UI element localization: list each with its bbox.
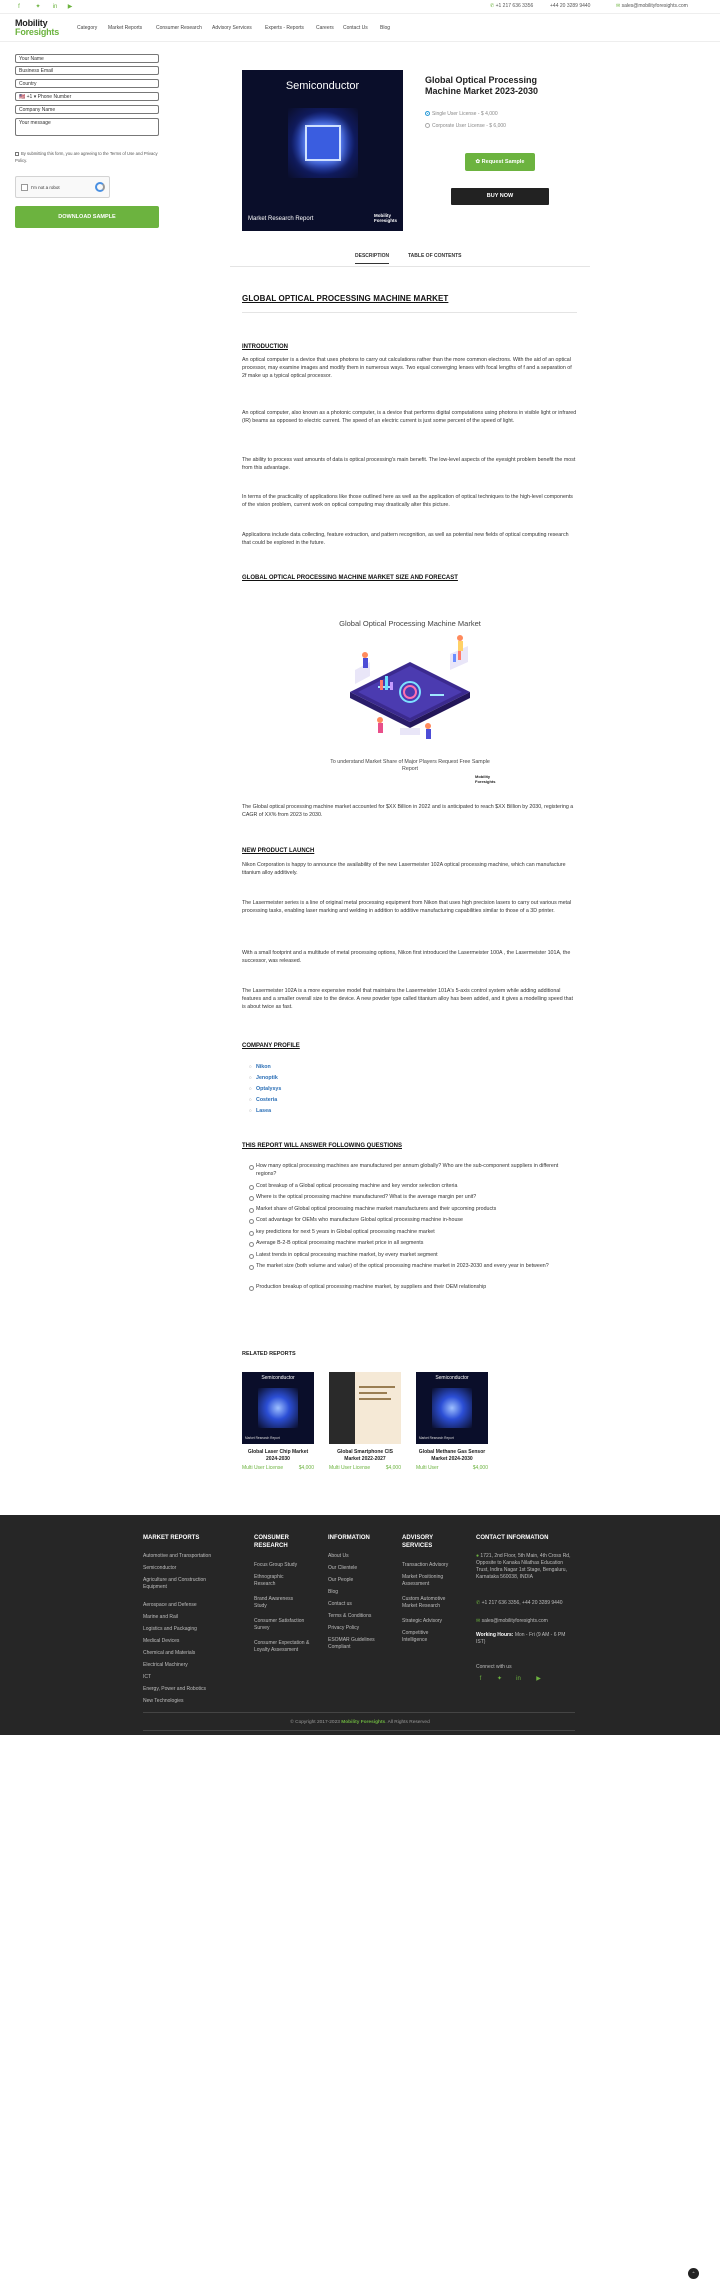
footer-hours: Working Hours: Mon - Fri (9 AM - 6 PM IST) xyxy=(476,1632,566,1645)
top-email[interactable]: ✉ sales@mobilityforesights.com xyxy=(616,3,688,9)
size-forecast-heading: GLOBAL OPTICAL PROCESSING MACHINE MARKET SIZE AND FORECAST xyxy=(242,575,458,581)
location-icon: ● xyxy=(476,1553,480,1559)
related-report-price: $4,000 xyxy=(472,1465,488,1471)
footer-link[interactable]: Marine and Rail xyxy=(143,1614,179,1620)
market-size-paragraph: The Global optical processing machine market accounted for $XX Billion in 2022 and is anticipated to reach $XX Billion by 2030, registering a CAGR of XX% from 2023 to 2030. xyxy=(242,804,574,819)
footer-link[interactable]: Blog xyxy=(328,1589,339,1595)
footer-link[interactable]: Consumer Expectation & Loyalty Assessment xyxy=(254,1640,310,1653)
related-report-card[interactable] xyxy=(416,1372,488,1472)
question-item: Cost breakup of a Global optical processing machine and key vendor selection criteria xyxy=(256,1183,576,1191)
scroll-to-top-button[interactable]: ⌃ xyxy=(688,2268,699,2279)
tab-description[interactable]: DESCRIPTION xyxy=(355,253,389,264)
cover-subtitle: Market Research Report xyxy=(248,216,314,222)
company-profile-heading: COMPANY PROFILE xyxy=(242,1043,300,1049)
product-title: Global Optical Processing Machine Market 2023-2030 xyxy=(425,75,539,96)
launch-paragraph-3: With a small footprint and a multitude of metal processing options, Nikon first introduced the Lasermeister 100A , the Lasermeister 101A, the successor, was released. xyxy=(242,950,571,965)
related-report-card[interactable] xyxy=(329,1372,401,1472)
footer-link[interactable]: Energy, Power and Robotics xyxy=(143,1686,206,1692)
request-sample-button[interactable]: ✿ Request Sample xyxy=(465,153,535,171)
footer-link[interactable]: Privacy Policy xyxy=(328,1625,360,1631)
related-report-card[interactable] xyxy=(242,1372,314,1472)
questions-heading: THIS REPORT WILL ANSWER FOLLOWING QUESTIONS xyxy=(242,1143,402,1149)
footer-link[interactable]: Automotive and Transportation xyxy=(143,1553,212,1559)
linkedin-icon[interactable]: in xyxy=(516,1676,521,1682)
footer-email[interactable]: ✉ sales@mobilityforesights.com xyxy=(476,1618,548,1624)
radio-icon[interactable] xyxy=(425,123,430,128)
recaptcha-checkbox[interactable] xyxy=(21,184,28,191)
related-report-title[interactable]: Global Laser Chip Market 2024-2030 xyxy=(247,1449,309,1462)
footer-link[interactable]: Market Positioning Assessment xyxy=(402,1574,444,1587)
company-nikon[interactable]: ○ Nikon xyxy=(256,1064,271,1070)
footer-link[interactable]: Logistics and Packaging xyxy=(143,1626,197,1632)
footer-link[interactable]: Chemical and Materials xyxy=(143,1650,196,1656)
recaptcha-logo-icon xyxy=(95,182,105,192)
phone-field[interactable] xyxy=(15,92,159,101)
footer-link[interactable]: Focus Group Study xyxy=(254,1562,298,1568)
chip-glow xyxy=(258,1388,298,1428)
footer-link[interactable]: Custom Automotive Market Research xyxy=(402,1596,446,1609)
question-item: Production breakup of optical processing machine market, by suppliers and their OEM relationship xyxy=(256,1284,576,1292)
question-item: Average B-2-B optical processing machine market price in all segments xyxy=(256,1240,576,1248)
youtube-icon[interactable]: ▶ xyxy=(536,1676,541,1682)
copyright: © Copyright 2017-2023 Mobility Foresights. All Rights Reserved xyxy=(290,1720,430,1725)
footer-divider xyxy=(143,1712,575,1713)
company-costeria[interactable]: ○ Costeria xyxy=(256,1097,277,1103)
footer-link[interactable]: Terms & Conditions xyxy=(328,1613,372,1619)
nav-consumer-research[interactable]: Consumer Research xyxy=(156,25,202,31)
nav-careers[interactable]: Careers xyxy=(316,25,334,31)
related-report-price: $4,000 xyxy=(298,1465,314,1471)
footer-link[interactable]: Electrical Machinery xyxy=(143,1662,188,1668)
phone-icon: ✆ xyxy=(476,1600,481,1606)
question-item: How many optical processing machines are manufactured per annum globally? Who are the sub-component suppliers in different regions? xyxy=(256,1163,576,1178)
consent-text: By submitting this form, you are agreeing to the Terms of Use and Privacy Policy. xyxy=(15,151,158,163)
company-lasea[interactable]: ○ Lasea xyxy=(256,1108,271,1114)
message-field[interactable]: Your message xyxy=(15,118,159,136)
company-field[interactable]: Company Name xyxy=(15,105,159,114)
footer-information-heading: INFORMATION xyxy=(328,1535,370,1541)
camera-module-image xyxy=(329,1372,355,1444)
footer-link[interactable]: Contact us xyxy=(328,1601,352,1607)
figure-logo: Mobility Foresights xyxy=(475,774,496,784)
nav-market-reports[interactable]: Market Reports xyxy=(108,25,143,31)
question-item: Latest trends in optical processing machine market, by every market segment xyxy=(256,1252,576,1260)
consent-checkbox-row[interactable] xyxy=(15,150,165,164)
footer-link[interactable]: Our People xyxy=(328,1577,354,1583)
footer-connect-label: Connect with us xyxy=(476,1664,512,1670)
recaptcha-label: I'm not a robot xyxy=(31,185,60,190)
corporate-license-option[interactable]: Corporate User License - $ 6,000 xyxy=(425,123,506,129)
nav-category[interactable]: Category xyxy=(77,25,98,31)
footer-phones[interactable]: ✆ +1 217 636 3356, +44 20 3289 9440 xyxy=(476,1600,563,1606)
footer-link[interactable]: Transaction Advisory xyxy=(402,1562,449,1568)
footer-link[interactable]: Consumer Satisfaction Survey xyxy=(254,1618,305,1631)
country-field[interactable]: Country xyxy=(15,79,159,88)
intro-paragraph-1: An optical computer is a device that uses photons to carry out calculations rather than the more common electrons. With the aid of an optical processor, may examine images and modify them in numerous ways. Two equal converging lenses with focal lengths of f and a separation of 2f make up a typical optical processor. xyxy=(242,357,572,380)
company-jenoptik[interactable]: ○ Jenoptik xyxy=(256,1075,278,1081)
intro-heading: INTRODUCTION xyxy=(242,344,288,350)
intro-paragraph-3: The ability to process vast amounts of data is optical processing's main benefit. The low-level aspects of the eyesight problem benefit the most from this advantage. xyxy=(242,457,576,472)
youtube-icon[interactable]: ▶ xyxy=(67,4,73,10)
facebook-icon[interactable]: f xyxy=(479,1676,482,1682)
intro-paragraph-2: An optical computer, also known as a photonic computer, is a device that performs digital computations using photons in visible light or infrared (IR) beams as opposed to electric current. The speed of an electric current is just some percent of the speed of light. xyxy=(242,410,577,425)
nav-experts-reports[interactable]: Experts - Reports xyxy=(265,25,304,31)
footer-link[interactable]: Brand Awareness Study xyxy=(254,1596,294,1609)
name-field[interactable]: Your Name xyxy=(15,54,159,63)
footer-link[interactable]: ESOMAR Guidelines Compliant xyxy=(328,1637,375,1650)
footer-advisory-heading: ADVISORY SERVICES xyxy=(402,1535,434,1549)
footer-link[interactable]: Medical Devices xyxy=(143,1638,180,1644)
linkedin-icon[interactable]: in xyxy=(52,4,58,10)
footer-link[interactable]: Strategic Advisory xyxy=(402,1618,443,1624)
nav-contact-us[interactable]: Contact Us xyxy=(343,25,368,31)
cover-title: Semiconductor xyxy=(285,80,360,92)
launch-paragraph-1: Nikon Corporation is happy to announce the availability of the new Lasermeister 102A optical processing machine, which can manufacture titanium alloy additively. xyxy=(242,862,566,877)
footer-link[interactable]: Competitive Intelligence xyxy=(402,1630,429,1643)
report-cover-image xyxy=(242,70,403,231)
nav-advisory-services[interactable]: Advisory Services xyxy=(212,25,252,31)
phone-country-select[interactable]: 🇺🇸 +1 ▾ xyxy=(19,94,37,100)
twitter-icon[interactable]: ✦ xyxy=(496,1676,503,1682)
question-item: key predictions for next 5 years in Global optical processing machine market xyxy=(256,1229,576,1237)
top-bar xyxy=(0,0,720,14)
phone-placeholder: Phone Number xyxy=(37,94,72,100)
isometric-dashboard-illustration xyxy=(310,610,510,760)
tabs-divider xyxy=(230,266,590,267)
footer-link[interactable]: Ethnographic Research xyxy=(254,1574,284,1587)
related-report-license: Multi User License xyxy=(329,1465,371,1471)
site-logo[interactable]: Mobility xyxy=(15,18,48,28)
radio-selected-icon[interactable] xyxy=(425,111,430,116)
figure-caption[interactable]: To understand Market Share of Major Players Request Free Sample Report xyxy=(330,759,490,772)
footer-link[interactable]: Agriculture and Construction Equipment xyxy=(143,1577,207,1590)
cover-logo: Mobility Foresights xyxy=(373,213,397,223)
single-license-option[interactable]: Single User License - $ 4,000 xyxy=(425,111,498,117)
site-logo-line2[interactable]: Foresights xyxy=(15,27,60,37)
intro-paragraph-4: In terms of the practicality of applications like those outlined here as well as the application of optical techniques to the high-level components of the vision problem, current work on optical computing may drastically alter this picture. xyxy=(242,494,573,509)
footer-link[interactable]: Aerospace and Defense xyxy=(143,1602,197,1608)
footer-link[interactable]: Our Clientele xyxy=(328,1565,358,1571)
related-report-cover[interactable]: Semiconductor Market Research Report xyxy=(416,1372,488,1444)
question-item: The market size (both volume and value) of the optical processing machine market in 2023-2030 and every year in between? xyxy=(256,1263,576,1271)
footer-market-reports-heading: MARKET REPORTS xyxy=(143,1535,200,1541)
question-item: Where is the optical processing machine manufactured? What is the average margin per unit? xyxy=(256,1194,576,1202)
page-heading: GLOBAL OPTICAL PROCESSING MACHINE MARKET xyxy=(242,294,449,303)
related-report-title[interactable]: Global Methane Gas Sensor Market 2024-2030 xyxy=(418,1449,486,1462)
launch-paragraph-4: The Lasermeister 102A is a more expensive model that maintains the Lasermeister 101A's 5-axis control system while adding additional features and a smaller overall size to the device. A new powder type called titanium alloy has been added, and it gives a modelling speed that is about twice as fast. xyxy=(242,988,573,1011)
buy-now-button[interactable]: BUY NOW xyxy=(451,188,549,205)
recaptcha[interactable] xyxy=(15,176,110,198)
twitter-icon[interactable]: ✦ xyxy=(35,4,41,10)
consent-checkbox[interactable] xyxy=(15,152,19,156)
email-field[interactable]: Business Email xyxy=(15,66,159,75)
company-optalysys[interactable]: ○ Optalysys xyxy=(256,1086,281,1092)
intro-paragraph-5: Applications include data collecting, feature extraction, and pattern recognition, as well as potential new fields of optical computing research that could be explored in the future. xyxy=(242,532,569,547)
footer-contact-heading: CONTACT INFORMATION xyxy=(476,1535,549,1541)
top-phone-in[interactable]: +44 20 3289 9440 xyxy=(550,3,591,9)
related-report-price: $4,000 xyxy=(385,1465,401,1471)
question-item: Cost advantage for OEMs who manufacture Global optical processing machine in-house xyxy=(256,1217,576,1225)
chip-icon xyxy=(305,125,341,161)
facebook-icon[interactable]: f xyxy=(18,4,20,10)
footer-link[interactable]: New Technologies xyxy=(143,1698,184,1704)
footer-link[interactable]: About Us xyxy=(328,1553,349,1559)
question-item: Market share of Global optical processing machine market manufacturers and their upcoming products xyxy=(256,1206,576,1214)
related-report-title[interactable]: Global Smartphone CIS Market 2022-2027 xyxy=(337,1449,393,1462)
market-infographic[interactable] xyxy=(310,610,510,790)
related-report-cover[interactable] xyxy=(329,1372,401,1444)
footer-consumer-heading: CONSUMER RESEARCH xyxy=(254,1535,290,1549)
related-report-license: Multi User xyxy=(416,1465,439,1471)
footer-link[interactable]: Semiconductor xyxy=(143,1565,177,1571)
chip-glow xyxy=(432,1388,472,1428)
related-report-cover[interactable]: Semiconductor Market Research Report xyxy=(242,1372,314,1444)
heading-divider xyxy=(242,312,577,313)
figure-title: Global Optical Processing Machine Market xyxy=(339,619,481,628)
site-footer xyxy=(0,1515,720,1735)
product-launch-heading: NEW PRODUCT LAUNCH xyxy=(242,848,315,854)
tab-table-of-contents[interactable]: TABLE OF CONTENTS xyxy=(408,253,462,259)
nav-blog[interactable]: Blog xyxy=(380,25,391,31)
related-reports-heading: RELATED REPORTS xyxy=(242,1351,296,1357)
launch-paragraph-2: The Lasermeister series is a line of original metal processing equipment from Nikon that uses high precision lasers to carry out various metal processing tasks, enabling laser marking and welding in addition to additive manufacturing capabilities similar to those of a 3D printer. xyxy=(242,900,572,915)
related-report-license: Multi User License xyxy=(242,1465,284,1471)
top-phone-us[interactable]: ✆ +1 217 636 3356 xyxy=(490,3,534,9)
mail-icon: ✉ xyxy=(476,1618,481,1624)
footer-address: ● 1721, 2nd Floor, 5th Main, 4th Cross Rd, Opposite to Kanaka Nilathas Education Trust, Indira Nagar 1st Stage, Bengaluru, Karnataka 560038, INDIA xyxy=(476,1553,571,1580)
download-sample-button[interactable]: DOWNLOAD SAMPLE xyxy=(15,206,159,228)
footer-link[interactable]: ICT xyxy=(143,1674,152,1680)
footer-bottom-divider xyxy=(143,1730,575,1731)
